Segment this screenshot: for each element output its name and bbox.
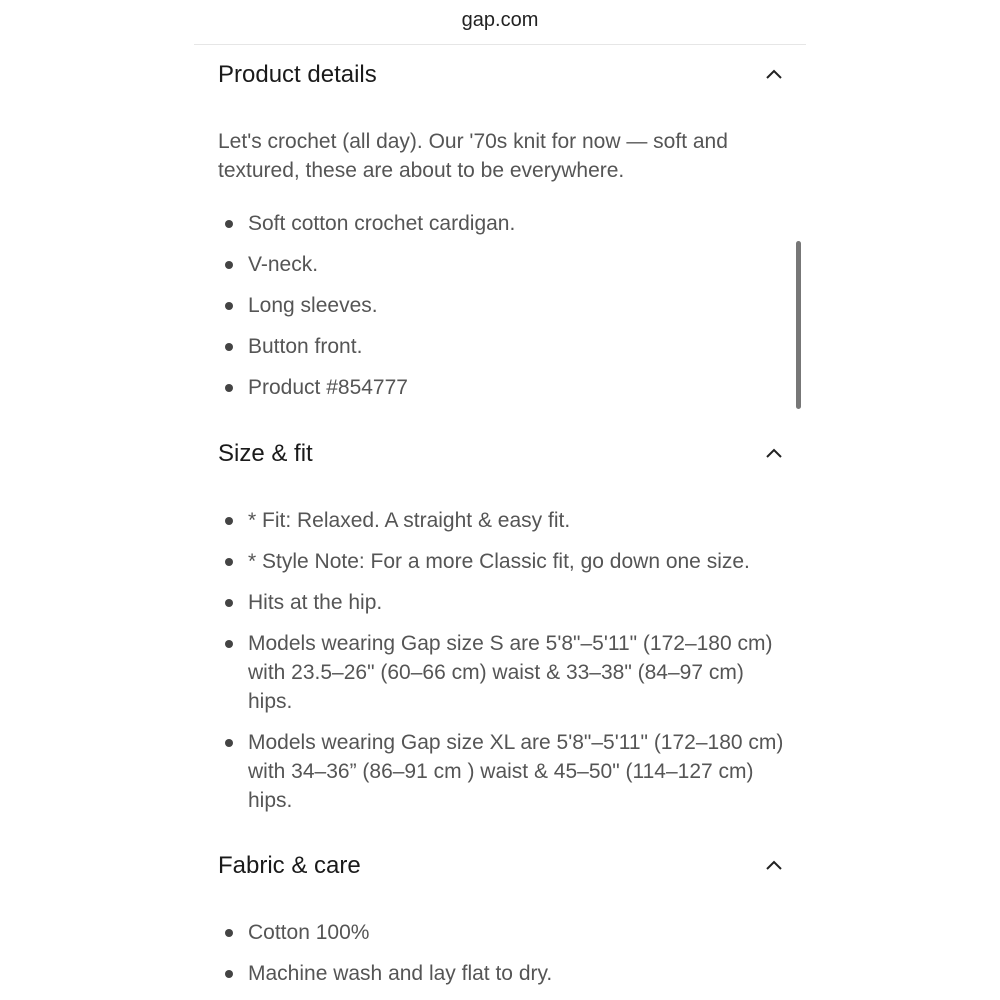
size-fit-heading[interactable]: Size & fit — [218, 440, 313, 467]
list-item: Cotton 100% — [218, 918, 788, 947]
address-bar[interactable] — [194, 0, 806, 45]
product-description: Let's crochet (all day). Our '70s knit for now — soft and textured, these are about to be everywhere. — [218, 130, 728, 182]
list-item: Soft cotton crochet cardigan. — [218, 209, 788, 238]
url-text: gap.com — [461, 9, 539, 31]
scrollbar[interactable] — [796, 241, 801, 409]
list-item: Models wearing Gap size S are 5'8"–5'11" (172–180 cm) with 23.5–26" (60–66 cm) waist & 33–38" (84–97 cm) hips. — [218, 629, 788, 716]
list-item: V-neck. — [218, 250, 788, 279]
list-item: Button front. — [218, 332, 788, 361]
size-fit-list — [218, 506, 788, 815]
list-item: Product #854777 — [218, 373, 788, 402]
chevron-up-icon[interactable] — [762, 441, 786, 465]
list-item: * Style Note: For a more Classic fit, go down one size. — [218, 547, 788, 576]
product-details-heading[interactable]: Product details — [218, 61, 377, 88]
list-item: Long sleeves. — [218, 291, 788, 320]
list-item: Models wearing Gap size XL are 5'8"–5'11" (172–180 cm) with 34–36” (86–91 cm ) waist & 45–50" (114–127 cm) hips. — [218, 728, 788, 815]
product-details-list — [218, 209, 788, 402]
chevron-up-icon[interactable] — [762, 62, 786, 86]
list-item: Machine wash and lay flat to dry. — [218, 959, 788, 988]
fabric-care-list — [218, 918, 788, 988]
chevron-up-icon[interactable] — [762, 853, 786, 877]
list-item: Hits at the hip. — [218, 588, 788, 617]
list-item: * Fit: Relaxed. A straight & easy fit. — [218, 506, 788, 535]
fabric-care-heading[interactable]: Fabric & care — [218, 852, 361, 879]
